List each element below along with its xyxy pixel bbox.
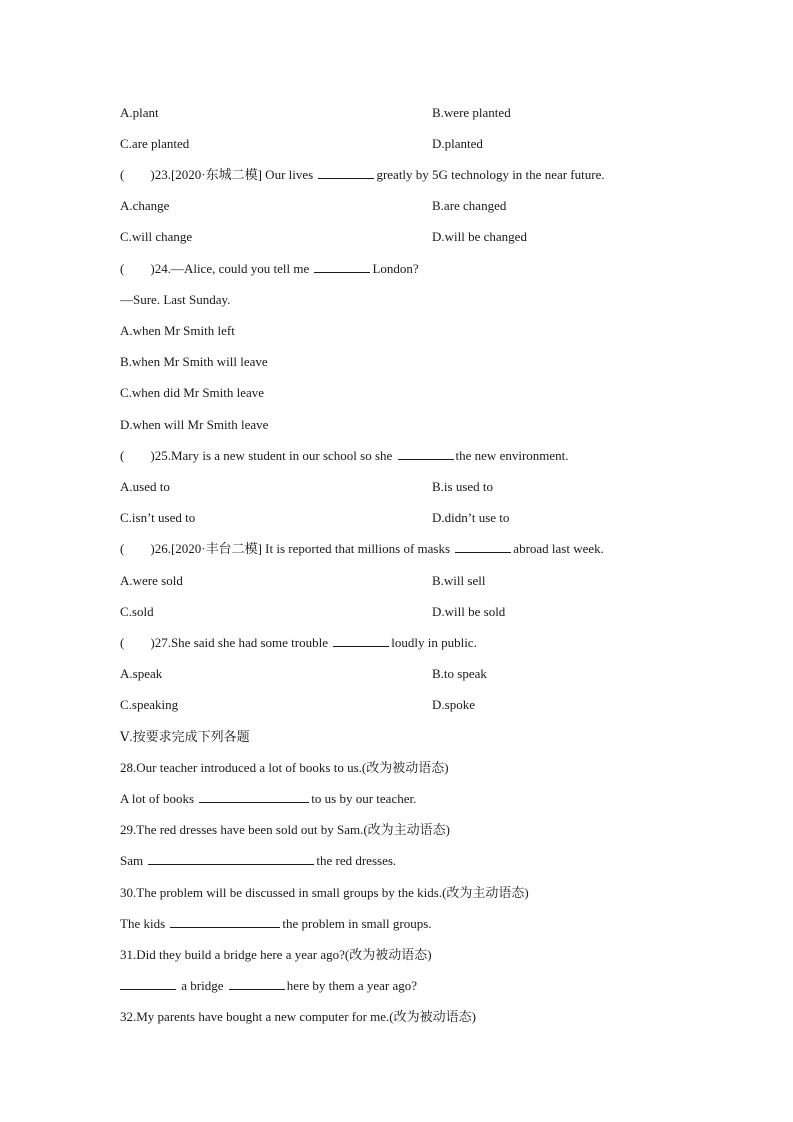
q25-option-c: C.isn’t used to — [120, 510, 196, 525]
q27-option-d: D.spoke — [432, 697, 475, 712]
q27-stem — [120, 635, 477, 651]
q23-stem — [120, 167, 605, 183]
answer-paren-close: ) — [150, 261, 155, 276]
q31-post: here by them a year ago? — [286, 978, 418, 993]
q27-stem-post: loudly in public. — [391, 635, 477, 650]
q26-stem-post: abroad last week. — [513, 541, 604, 556]
q28-blank[interactable] — [199, 791, 309, 803]
q24-blank[interactable] — [314, 261, 370, 273]
section-heading: Ⅴ.按要求完成下列各题 — [120, 729, 250, 744]
q25-option-a: A.used to — [120, 479, 170, 494]
q27-option-c: C.speaking — [120, 697, 179, 712]
q27-stem-text: 27.She said she had some trouble — [154, 635, 328, 650]
q25-blank[interactable] — [398, 448, 454, 460]
q22-option-a: A.plant — [120, 105, 159, 120]
q25-option-d: D.didn’t use to — [432, 510, 510, 525]
q29-blank[interactable] — [148, 853, 314, 865]
answer-paren-open: ( — [120, 261, 125, 276]
q29-answer-line — [120, 853, 396, 869]
q31-blank-2[interactable] — [229, 978, 285, 990]
q29-post: the red dresses. — [316, 853, 397, 868]
q24-option-d: D.when will Mr Smith leave — [120, 417, 269, 432]
q22-option-b: B.were planted — [432, 105, 511, 120]
q23-option-c: C.will change — [120, 229, 193, 244]
q24-stem — [120, 261, 419, 277]
q25-stem-post: the new environment. — [455, 448, 569, 463]
q27-option-a: A.speak — [120, 666, 163, 681]
q24-option-a: A.when Mr Smith left — [120, 323, 235, 338]
q26-option-d: D.will be sold — [432, 604, 506, 619]
q26-option-c: C.sold — [120, 604, 154, 619]
q23-option-d: D.will be changed — [432, 229, 527, 244]
q32-prompt: 32.My parents have bought a new computer for me.(改为被动语态) — [120, 1009, 476, 1024]
q26-option-b: B.will sell — [432, 573, 486, 588]
q26-stem-text: 26.[2020·丰台二模] It is reported that millions of masks — [154, 541, 451, 556]
q26-blank[interactable] — [455, 541, 511, 553]
q27-blank[interactable] — [333, 635, 389, 647]
q31-blank-1[interactable] — [120, 978, 176, 990]
q25-stem-text: 25.Mary is a new student in our school so she — [154, 448, 393, 463]
q28-post: to us by our teacher. — [311, 791, 417, 806]
answer-paren-close: ) — [150, 448, 155, 463]
answer-paren-open: ( — [120, 448, 125, 463]
q30-blank[interactable] — [170, 916, 280, 928]
q22-option-d: D.planted — [432, 136, 483, 151]
q23-option-a: A.change — [120, 198, 170, 213]
q28-prompt: 28.Our teacher introduced a lot of books to us.(改为被动语态) — [120, 760, 449, 775]
answer-paren-close: ) — [150, 541, 155, 556]
q30-answer-line — [120, 916, 432, 932]
answer-paren-open: ( — [120, 167, 125, 182]
answer-paren-open: ( — [120, 635, 125, 650]
q25-option-b: B.is used to — [432, 479, 494, 494]
q26-option-a: A.were sold — [120, 573, 183, 588]
q25-stem — [120, 448, 569, 464]
q24-stem-post: London? — [372, 261, 419, 276]
q30-pre: The kids — [120, 916, 166, 931]
q29-prompt: 29.The red dresses have been sold out by Sam.(改为主动语态) — [120, 822, 450, 837]
answer-paren-close: ) — [150, 635, 155, 650]
q31-answer-line — [120, 978, 417, 994]
q27-option-b: B.to speak — [432, 666, 487, 681]
q28-answer-line — [120, 791, 416, 807]
q24-option-b: B.when Mr Smith will leave — [120, 354, 268, 369]
answer-paren-open: ( — [120, 541, 125, 556]
q30-prompt: 30.The problem will be discussed in small groups by the kids.(改为主动语态) — [120, 885, 529, 900]
q24-reply: —Sure. Last Sunday. — [120, 292, 231, 307]
q31-mid: a bridge — [181, 978, 224, 993]
q26-stem — [120, 541, 604, 557]
q30-post: the problem in small groups. — [282, 916, 432, 931]
q22-option-c: C.are planted — [120, 136, 190, 151]
q24-option-c: C.when did Mr Smith leave — [120, 385, 265, 400]
q29-pre: Sam — [120, 853, 144, 868]
q23-option-b: B.are changed — [432, 198, 507, 213]
q31-prompt: 31.Did they build a bridge here a year ago?(改为被动语态) — [120, 947, 432, 962]
q28-pre: A lot of books — [120, 791, 195, 806]
q24-stem-text: 24.—Alice, could you tell me — [154, 261, 310, 276]
q23-stem-text: 23.[2020·东城二模] Our lives — [154, 167, 314, 182]
answer-paren-close: ) — [150, 167, 155, 182]
q23-blank[interactable] — [318, 167, 374, 179]
q23-stem-post: greatly by 5G technology in the near future. — [376, 167, 605, 182]
